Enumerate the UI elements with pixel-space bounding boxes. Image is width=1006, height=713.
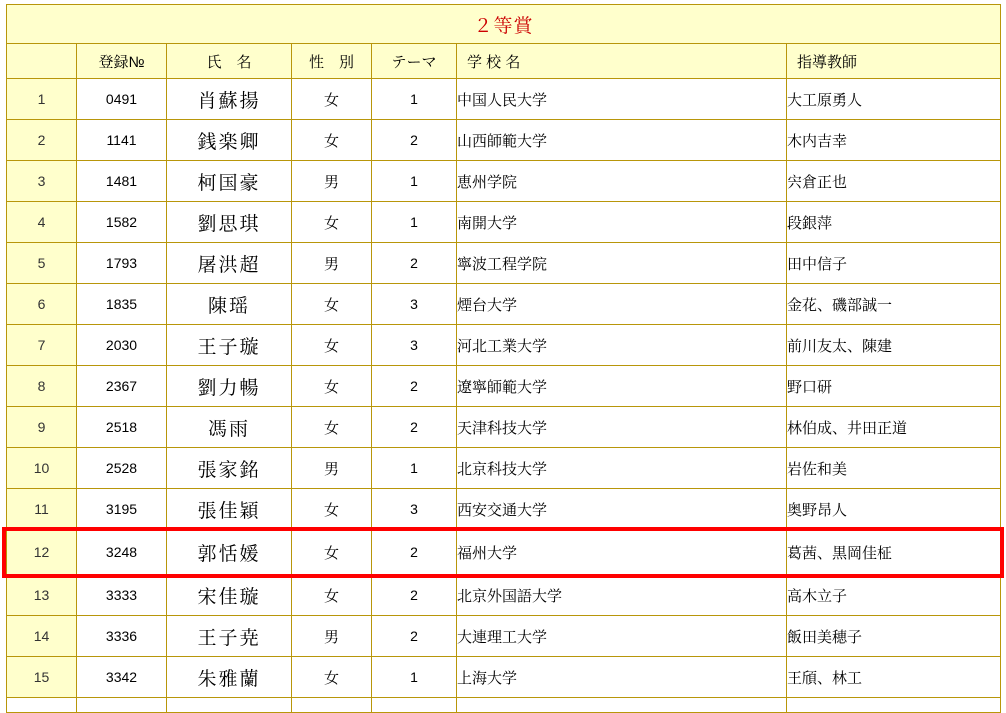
row-no: 4	[7, 202, 77, 243]
row-teacher: 林伯成、井田正道	[787, 407, 1001, 448]
row-school: 煙台大学	[457, 284, 787, 325]
table-row	[7, 202, 1001, 243]
row-reg: 3248	[77, 530, 167, 575]
row-teacher: 飯田美穂子	[787, 616, 1001, 657]
row-sex: 女	[292, 575, 372, 616]
row-sex: 男	[292, 448, 372, 489]
table-row	[7, 284, 1001, 325]
row-school: 北京外国語大学	[457, 575, 787, 616]
spacer-cell	[457, 698, 787, 713]
row-sex: 女	[292, 530, 372, 575]
award-table	[6, 4, 1001, 713]
column-header-name: 氏 名	[167, 44, 292, 79]
spacer-cell	[77, 698, 167, 713]
row-reg: 1582	[77, 202, 167, 243]
spacer-cell	[7, 698, 77, 713]
table-row	[7, 325, 1001, 366]
row-school: 河北工業大学	[457, 325, 787, 366]
row-theme: 3	[372, 489, 457, 530]
row-no: 13	[7, 575, 77, 616]
table-row	[7, 575, 1001, 616]
table-row	[7, 79, 1001, 120]
column-header-reg: 登録№	[77, 44, 167, 79]
row-sex: 女	[292, 120, 372, 161]
row-sex: 女	[292, 79, 372, 120]
row-no: 2	[7, 120, 77, 161]
row-no: 8	[7, 366, 77, 407]
row-no: 1	[7, 79, 77, 120]
row-school: 寧波工程学院	[457, 243, 787, 284]
column-header-school: 学 校 名	[457, 44, 787, 79]
row-name: 朱雅蘭	[167, 657, 292, 698]
row-teacher: 宍倉正也	[787, 161, 1001, 202]
row-theme: 3	[372, 284, 457, 325]
table-row	[7, 657, 1001, 698]
row-name: 劉思琪	[167, 202, 292, 243]
row-school: 西安交通大学	[457, 489, 787, 530]
row-name: 陳瑶	[167, 284, 292, 325]
row-reg: 3336	[77, 616, 167, 657]
row-reg: 3333	[77, 575, 167, 616]
row-no: 6	[7, 284, 77, 325]
row-teacher: 段銀萍	[787, 202, 1001, 243]
row-teacher: 岩佐和美	[787, 448, 1001, 489]
row-name: 宋佳璇	[167, 575, 292, 616]
spacer-cell	[787, 698, 1001, 713]
row-theme: 2	[372, 530, 457, 575]
column-header-teacher: 指導教師	[787, 44, 1001, 79]
row-reg: 0491	[77, 79, 167, 120]
row-teacher: 王頎、林工	[787, 657, 1001, 698]
row-sex: 女	[292, 202, 372, 243]
row-theme: 1	[372, 448, 457, 489]
row-school: 上海大学	[457, 657, 787, 698]
row-no: 15	[7, 657, 77, 698]
table-bottom-row	[7, 698, 1001, 713]
row-school: 山西師範大学	[457, 120, 787, 161]
row-theme: 3	[372, 325, 457, 366]
row-sex: 男	[292, 161, 372, 202]
row-school: 天津科技大学	[457, 407, 787, 448]
table-row	[7, 616, 1001, 657]
row-reg: 3342	[77, 657, 167, 698]
row-no: 14	[7, 616, 77, 657]
row-sex: 女	[292, 284, 372, 325]
spacer-cell	[167, 698, 292, 713]
row-sex: 女	[292, 366, 372, 407]
row-sex: 男	[292, 243, 372, 284]
row-name: 肖蘇揚	[167, 79, 292, 120]
row-reg: 1481	[77, 161, 167, 202]
row-sex: 女	[292, 325, 372, 366]
row-sex: 女	[292, 489, 372, 530]
row-school: 福州大学	[457, 530, 787, 575]
table-row	[7, 120, 1001, 161]
column-header-theme: テーマ	[372, 44, 457, 79]
table-row	[7, 366, 1001, 407]
row-theme: 2	[372, 575, 457, 616]
row-theme: 1	[372, 657, 457, 698]
row-reg: 2367	[77, 366, 167, 407]
row-reg: 3195	[77, 489, 167, 530]
row-name: 張家銘	[167, 448, 292, 489]
row-reg: 2518	[77, 407, 167, 448]
row-teacher: 大工原勇人	[787, 79, 1001, 120]
row-school: 中国人民大学	[457, 79, 787, 120]
row-theme: 1	[372, 161, 457, 202]
row-name: 劉力暢	[167, 366, 292, 407]
spacer-cell	[292, 698, 372, 713]
row-theme: 2	[372, 616, 457, 657]
row-sex: 女	[292, 657, 372, 698]
row-school: 南開大学	[457, 202, 787, 243]
row-theme: 1	[372, 202, 457, 243]
row-teacher: 前川友太、陳建	[787, 325, 1001, 366]
column-header-sex: 性 別	[292, 44, 372, 79]
table-row	[7, 489, 1001, 530]
row-teacher: 野口研	[787, 366, 1001, 407]
row-name: 郭恬媛	[167, 530, 292, 575]
row-teacher: 葛茜、黒岡佳柾	[787, 530, 1001, 575]
row-theme: 2	[372, 243, 457, 284]
row-reg: 2030	[77, 325, 167, 366]
row-reg: 1793	[77, 243, 167, 284]
row-name: 柯国豪	[167, 161, 292, 202]
row-theme: 2	[372, 366, 457, 407]
row-name: 銭楽卿	[167, 120, 292, 161]
row-school: 恵州学院	[457, 161, 787, 202]
row-school: 北京科技大学	[457, 448, 787, 489]
row-sex: 女	[292, 407, 372, 448]
table-row	[7, 161, 1001, 202]
row-name: 張佳穎	[167, 489, 292, 530]
row-theme: 2	[372, 407, 457, 448]
row-no: 5	[7, 243, 77, 284]
header-row	[7, 44, 1001, 79]
row-theme: 2	[372, 120, 457, 161]
row-name: 王子璇	[167, 325, 292, 366]
row-teacher: 田中信子	[787, 243, 1001, 284]
row-reg: 1835	[77, 284, 167, 325]
row-name: 王子尭	[167, 616, 292, 657]
row-reg: 2528	[77, 448, 167, 489]
row-name: 屠洪超	[167, 243, 292, 284]
row-reg: 1141	[77, 120, 167, 161]
row-school: 大連理工大学	[457, 616, 787, 657]
row-no: 12	[7, 530, 77, 575]
table-row-highlighted	[7, 530, 1001, 575]
row-no: 10	[7, 448, 77, 489]
row-theme: 1	[372, 79, 457, 120]
row-no: 11	[7, 489, 77, 530]
row-teacher: 奥野昂人	[787, 489, 1001, 530]
row-name: 馮雨	[167, 407, 292, 448]
table-row	[7, 448, 1001, 489]
row-teacher: 金花、磯部誠一	[787, 284, 1001, 325]
title-row	[7, 5, 1001, 44]
page-title: ２等賞	[7, 5, 1001, 44]
row-teacher: 木内吉幸	[787, 120, 1001, 161]
table-row	[7, 407, 1001, 448]
row-no: 9	[7, 407, 77, 448]
row-school: 遼寧師範大学	[457, 366, 787, 407]
table-row	[7, 243, 1001, 284]
row-no: 3	[7, 161, 77, 202]
spacer-cell	[372, 698, 457, 713]
row-teacher: 高木立子	[787, 575, 1001, 616]
row-sex: 男	[292, 616, 372, 657]
row-no: 7	[7, 325, 77, 366]
column-header-no	[7, 44, 77, 79]
